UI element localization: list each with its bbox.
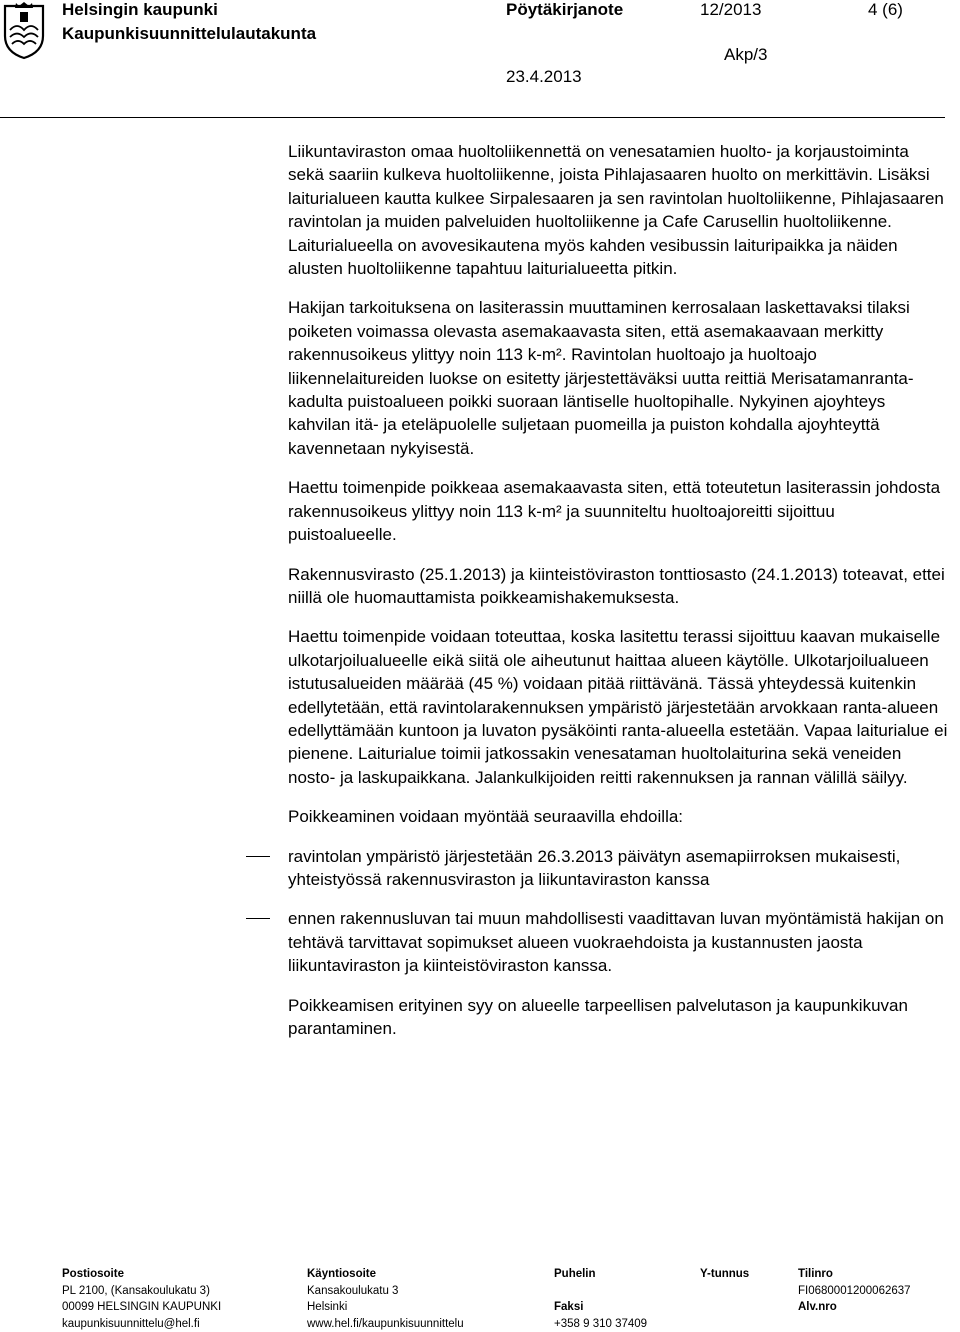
helsinki-crest-logo bbox=[2, 2, 46, 60]
postal-address-line: 00099 HELSINGIN KAUPUNKI bbox=[62, 1301, 222, 1313]
header-divider bbox=[0, 117, 945, 118]
footer-account bbox=[798, 1266, 911, 1316]
doc-type: Pöytäkirjanote bbox=[506, 0, 624, 19]
org-name: Helsingin kaupunki bbox=[62, 0, 218, 19]
footer-visit bbox=[307, 1266, 464, 1332]
postal-address-line: PL 2100, (Kansakoulukatu 3) bbox=[62, 1284, 210, 1297]
dash-bullet-icon bbox=[246, 918, 270, 919]
paragraph-justification: Haettu toimenpide voidaan toteuttaa, koska lasitettu terassi sijoittuu kaavan mukaiselle ulkotarjoilualueelle eikä siitä ole aiheutunut haittaa alueen käytölle. Ulkotarjoilualueen istutusalueiden määrää (45 %) voidaan pitää riittävänä. Tässä yhteydessä kuitenkin edellytetään, että ravintolarakennuksen ympäristö järjestetään arvokkaan ranta-alueen edellyttämään kuntoon ja luvaton pysäköinti ranta-alueella estetään. Vapaa laiturialue ei pienene. Laiturialue toimii jatkossakin venesataman huoltolaiturina sekä veneiden nosto- ja laskupaikkana. Jalankulkijoiden reitti rakennuksen ja rannan välillä säilyy. bbox=[288, 627, 948, 787]
section-code: Akp/3 bbox=[724, 45, 768, 64]
account-number: FI0680001200062637 bbox=[798, 1284, 911, 1297]
website-link[interactable]: www.hel.fi/kaupunkisuunnittelu bbox=[307, 1317, 464, 1330]
condition-text: ravintolan ympäristö järjestetään 26.3.2013 päivätyn asemapiirroksen mukaisesti, yhteistyössä rakennusviraston ja liikuntaviraston kanssa bbox=[288, 846, 901, 889]
email-link[interactable]: kaupunkisuunnittelu@hel.fi bbox=[62, 1317, 200, 1330]
footer-ytunnus bbox=[700, 1266, 749, 1283]
phone-label: Puhelin bbox=[554, 1268, 596, 1280]
visit-address-line: Kansakoulukatu 3 bbox=[307, 1284, 399, 1297]
alv-label: Alv.nro bbox=[798, 1301, 837, 1313]
ytunnus-label: Y-tunnus bbox=[700, 1268, 750, 1280]
fax-label: Faksi bbox=[554, 1301, 584, 1313]
paragraph-special-reason: Poikkeamisen erityinen syy on alueelle tarpeellisen palvelutason ja kaupunkikuvan parantaminen. bbox=[288, 995, 908, 1038]
board-name: Kaupunkisuunnittelulautakunta bbox=[62, 24, 317, 43]
paragraph-statements: Rakennusvirasto (25.1.2013) ja kiinteistöviraston tonttiosasto (24.1.2013) toteavat, ettei niillä ole huomauttamista poikkeamishakemuksesta. bbox=[288, 564, 945, 607]
footer-postal bbox=[62, 1266, 221, 1332]
visit-address-line: Helsinki bbox=[307, 1301, 348, 1313]
paragraph-applicant: Hakijan tarkoituksena on lasiterassin muuttaminen kerrosalaan laskettavaksi tilaksi poiketen voimassa olevasta asemakaavasta siten, että asemakaavaan merkitty rakennusoikeus ylittyy noin 113 k-m². Ravintolan huoltoajo ja huoltoajo liikennelaitureiden luokse on esitetty järjestettäväksi uutta reittiä Merisatamanranta-kadulta puistoalueen poikki suoraan läntiselle huoltopihalle. Nykyinen ajoyhteys kahvilan itä- ja eteläpuolelle suljetaan puomeilla ja puiston kohdalla ajoyhteyttä kavennetaan nykyisestä. bbox=[288, 298, 914, 458]
visit-label: Käyntiosoite bbox=[307, 1268, 377, 1280]
paragraph-conditions-intro: Poikkeaminen voidaan myöntää seuraavilla ehdoilla: bbox=[288, 807, 684, 827]
paragraph-deviation: Haettu toimenpide poikkeaa asemakaavasta siten, että toteutetun lasiterassin johdosta rakennusoikeus ylittyy noin 113 k-m² ja suunniteltu huoltoajoreitti sijoittuu puistoalueelle. bbox=[288, 478, 941, 545]
conditions-list bbox=[288, 845, 948, 978]
list-item bbox=[226, 845, 948, 892]
dash-bullet-icon bbox=[246, 856, 270, 857]
list-item bbox=[226, 907, 948, 977]
fax-number: +358 9 310 37409 bbox=[554, 1317, 648, 1330]
condition-text: ennen rakennusluvan tai muun mahdollisesti vaadittavan luvan myöntämistä hakijan on tehtävä tarvittavat sopimukset alueen vuokraehdoista ja kustannusten jaosta liikuntaviraston ja kiinteistöviraston kanssa. bbox=[288, 909, 944, 976]
document-body bbox=[288, 140, 948, 1056]
paragraph-traffic: Liikuntaviraston omaa huoltoliikennettä on venesatamien huolto- ja korjaustoiminta sekä saariin kulkeva huoltoliikenne, joista Pihlajasaaren huolto on merkittävin. Lisäksi laiturialueen kautta kulkee Sirpalesaaren ja sen ravintolan huoltoliikenne, Pihlajasaaren ravintolan ja muiden palveluiden huoltoliikenne ja Cafe Carusellin huoltoliikenne. Laiturialueella on avovesikautena myös kahden vesibussin laituripaikka ja näiden alusten huoltoliikenne tapahtuu laiturialueetta pitkin. bbox=[288, 142, 944, 279]
meeting-date: 23.4.2013 bbox=[506, 67, 582, 86]
page-number: 4 (6) bbox=[868, 0, 903, 19]
footer-phone bbox=[554, 1266, 647, 1332]
tilinro-label: Tilinro bbox=[798, 1268, 833, 1280]
minutes-number: 12/2013 bbox=[700, 0, 762, 19]
postal-label: Postiosoite bbox=[62, 1268, 124, 1280]
